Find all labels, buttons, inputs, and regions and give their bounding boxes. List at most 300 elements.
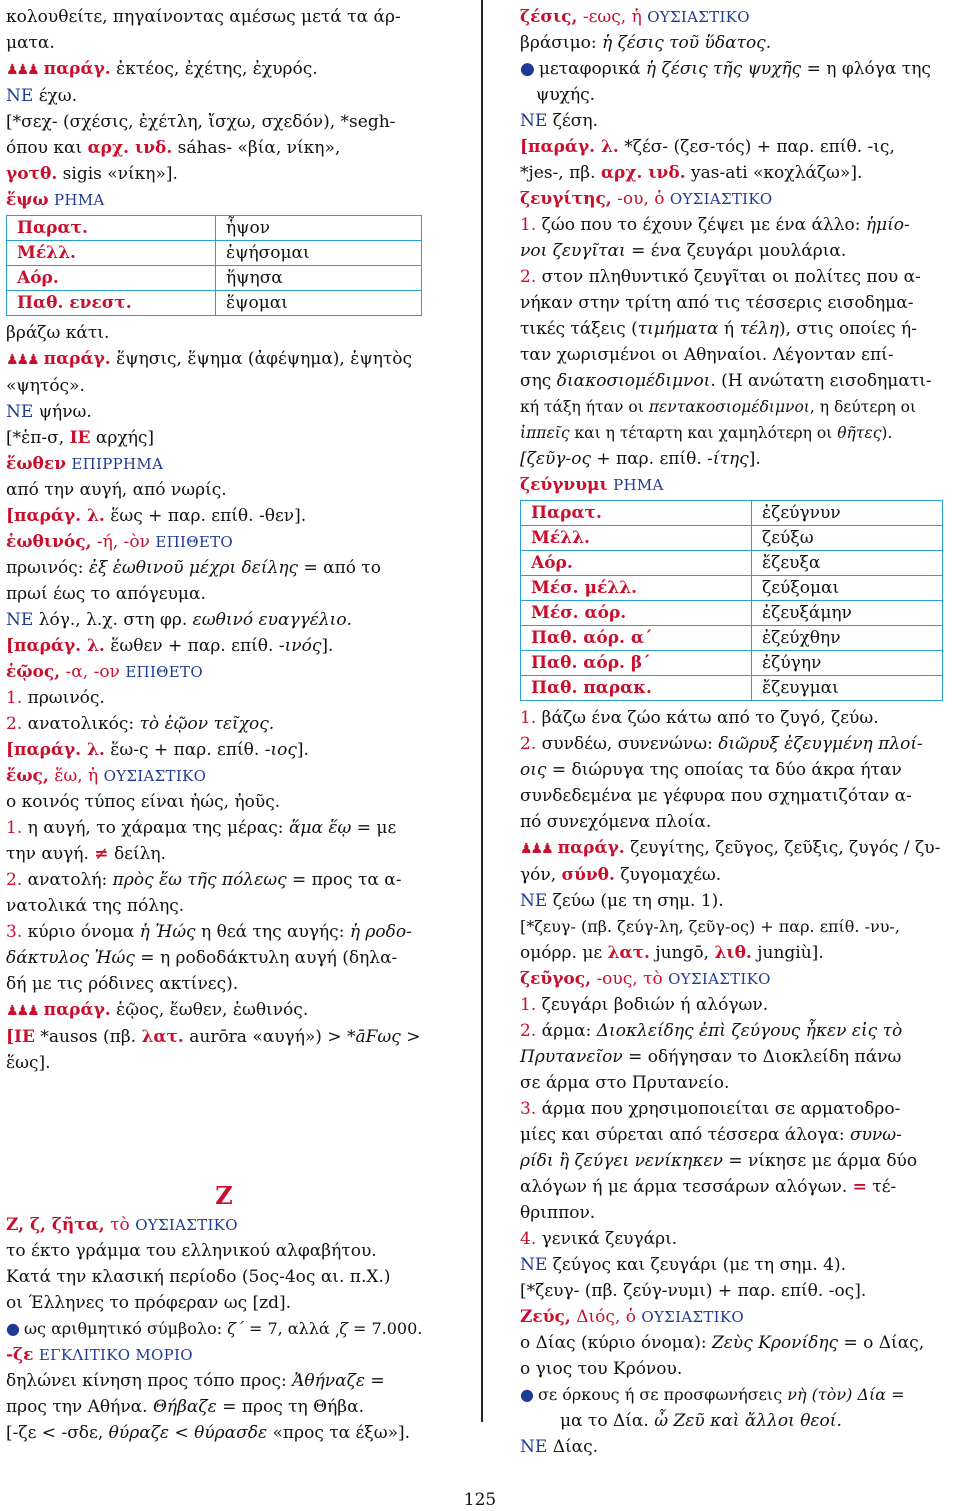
example: ἱππεῖς (520, 424, 570, 442)
example: δάκτυλος Ἠώς (6, 948, 135, 968)
table-cell: Παθ. αόρ. β´ (521, 651, 752, 676)
synonym-sign: = (852, 1177, 867, 1197)
example: ἡ ζέσις τοῦ ὕδατος. (602, 33, 772, 53)
part-of-speech: ΟΥΣΙΑΣΤΙΚΟ (668, 970, 771, 988)
line: ματα. (6, 33, 55, 53)
example: οις (520, 760, 547, 780)
text: τέ- (866, 1177, 897, 1197)
line: θριππον. (520, 1203, 596, 1223)
etymology-line: [*ζευγ- (πβ. ζεύγ-νυμι) + παρ. επίθ. -ος]. (520, 1281, 867, 1301)
text: ψήνω. (38, 402, 92, 422)
etymology-line (520, 446, 958, 472)
line (520, 30, 958, 56)
text: ]. (296, 740, 309, 760)
sense-number: 3. (6, 922, 23, 942)
line: σε άρμα στο Πρυτανείο. (520, 1073, 730, 1093)
headword: ἑωθινός, (6, 532, 92, 552)
text: βράσιμο: (520, 33, 602, 53)
line (520, 394, 958, 420)
sense-number: 2. (520, 734, 537, 754)
example: ἐξ ἑωθινοῦ μέχρι δείλης (88, 558, 299, 578)
sense-line (520, 705, 958, 731)
example: τέλη (739, 319, 779, 339)
text: και η τέταρτη και χαμηλότερη οι (569, 424, 838, 442)
text: αλόγων ή με άρμα τεσσάρων αλόγων. (520, 1177, 853, 1197)
table-cell: Μέσ. μέλλ. (521, 576, 752, 601)
derivation-label: [παράγ. λ. (6, 636, 105, 656)
text: ͵ζ (334, 1319, 348, 1338)
lang-label: λατ. (141, 1027, 184, 1047)
line: οι Έλληνες το πρόφεραν ως [zd]. (6, 1293, 292, 1313)
line (520, 1330, 958, 1356)
text: ζ´ (227, 1319, 244, 1338)
text: = νίκησε με άρμα δύο (722, 1151, 918, 1171)
line (6, 841, 442, 867)
text: ιος (270, 740, 297, 760)
line (6, 945, 442, 971)
derivatives-label: παράγ. (557, 838, 625, 858)
line (520, 1408, 958, 1434)
line (520, 316, 958, 342)
table-row (521, 551, 943, 576)
table-cell: ἕψομαι (216, 291, 422, 316)
table-cell: Παθ. παρακ. (521, 676, 752, 701)
etymology-line (6, 425, 442, 451)
line: δή με τις ρόδινες ακτίνες). (6, 974, 239, 994)
lang-label: [ΙΕ (6, 1027, 35, 1047)
headword: -ζε (6, 1345, 34, 1365)
example: διῶρυξ ἐζευγμένη πλοί- (718, 734, 923, 754)
forms: Διός, ὁ (576, 1307, 636, 1327)
table-row (7, 241, 422, 266)
text: ζευγίτης, ζεῦγος, ζεῦξις, ζυγός / ζυ- (630, 838, 941, 858)
modern-greek-line (520, 1252, 958, 1278)
line: Κατά την κλασική περίοδο (5ος-4ος αι. π.Χ.) (6, 1267, 391, 1287)
text: ), στις οποίες ή- (778, 319, 917, 339)
text: γενικά ζευγάρι. (541, 1229, 678, 1249)
line: «ψητός». (6, 376, 85, 396)
text: yas-ati «κοχλάζω»]. (685, 163, 863, 183)
text: = (886, 1385, 905, 1404)
conjugation-table (520, 500, 943, 701)
line: πρωί έως το απόγευμα. (6, 584, 206, 604)
text: τικές τάξεις ( (520, 319, 638, 339)
example: ἅμα ἕῳ (288, 818, 352, 838)
text: σης (520, 371, 557, 391)
line: βράζω κάτι. (6, 323, 110, 343)
line: ο κοινός τύπος είναι ἠώς, ἠοῦς. (6, 792, 281, 812)
sense-number: 1. (520, 995, 537, 1015)
example: ἡ ζέσις τῆς ψυχῆς (645, 59, 802, 79)
example: νὴ (τὸν) Δία (787, 1385, 887, 1404)
text: ]. (748, 449, 761, 469)
modern-greek-line (6, 83, 442, 109)
text: = προς τα α- (286, 870, 402, 890)
table-cell: ἐζεύγνυν (752, 501, 943, 526)
text: λόγ., λ.χ. στη φρ. (33, 610, 193, 630)
text: πρωινός: (6, 558, 89, 578)
example: πεντακοσιομέδιμνοι (648, 398, 810, 416)
headword: ζεῦγος, (520, 969, 592, 989)
derivatives-line (6, 346, 442, 373)
bullet-line (520, 1382, 958, 1408)
text: = (364, 1371, 385, 1391)
line (520, 1148, 958, 1174)
sense-line (6, 919, 442, 945)
text: ζέση. (552, 111, 598, 131)
modern-greek-line (6, 607, 442, 633)
ne-label: ΝΕ (520, 891, 548, 911)
text: ανατολικός: (27, 714, 140, 734)
part-of-speech: ΡΗΜΑ (613, 476, 664, 494)
example: Πρυτανεῖον (520, 1047, 623, 1067)
part-of-speech: ΟΥΣΙΑΣΤΙΚΟ (641, 1308, 744, 1326)
example: ἡ Ἠώς (139, 922, 196, 942)
derivation-label: [παράγ. λ. (6, 506, 105, 526)
line: ο γιος του Κρόνου. (520, 1359, 683, 1379)
forms: ἕω, ἡ (54, 766, 99, 786)
lang-label: ΙΕ (69, 428, 91, 448)
lang-label: λιθ. (714, 943, 752, 963)
ne-label: ΝΕ (520, 1255, 548, 1275)
example: τὸ ἑῷον τεῖχος. (139, 714, 275, 734)
text: = η ροδοδάκτυλη αυγή (δηλα- (134, 948, 398, 968)
text: δείλη. (108, 844, 167, 864)
derivatives-line (6, 997, 442, 1024)
table-row (521, 501, 943, 526)
text: ἕως + παρ. επίθ. -θεν]. (104, 506, 307, 526)
headword: Z, ζ, ζῆτα, (6, 1215, 105, 1235)
part-of-speech: ΡΗΜΑ (53, 191, 105, 209)
headword: Ζεύς, (520, 1307, 571, 1327)
derivatives-line (520, 835, 958, 862)
sense-line (520, 1096, 958, 1122)
text: = διώρυγα της οποίας τα δύο άκρα ήταν (546, 760, 902, 780)
table-cell: ἧψον (216, 216, 422, 241)
example: ρίδι ἢ ζεύγει νενίκηκεν (520, 1151, 723, 1171)
bullet-icon: ● (6, 1319, 20, 1338)
table-cell: Παρατ. (521, 501, 752, 526)
table-row (7, 216, 422, 241)
line (520, 1122, 958, 1148)
text: *ζέσ- (ζεσ-τός) + παρ. επίθ. -ις, (618, 137, 895, 157)
part-of-speech: ΕΠΙΡΡΗΜΑ (71, 455, 164, 473)
text: αρχής] (90, 428, 155, 448)
text: μα το Δία. (560, 1411, 655, 1431)
text: = προς τη Θήβα. (216, 1397, 364, 1417)
line (6, 555, 442, 581)
family-icon: ♟♟♟ (6, 1003, 38, 1019)
text: κή τάξη ήταν οι (520, 398, 649, 416)
table-cell: ἥψησα (216, 266, 422, 291)
line (520, 940, 958, 966)
text: η θεά της αυγής: (195, 922, 350, 942)
line (6, 135, 442, 161)
sense-line (6, 685, 442, 711)
derivatives-label: παράγ. (43, 349, 111, 369)
text: ίτης (712, 449, 749, 469)
modern-greek-line (520, 108, 958, 134)
text: Δίας. (552, 1437, 599, 1457)
text: συνδέω, συνενώνω: (541, 734, 719, 754)
derivatives-label: παράγ. (43, 59, 111, 79)
sense-line (520, 731, 958, 757)
text: jungō, (649, 943, 715, 963)
sense-line (6, 867, 442, 893)
text: ἐκτέος, ἐχέτης, ἐχυρός. (116, 59, 318, 79)
text: ζεύω (με τη σημ. 1). (552, 891, 724, 911)
example: Θήβαζε (152, 1397, 217, 1417)
table-cell: Μέλλ. (521, 526, 752, 551)
headword: ζέσις, (520, 7, 578, 27)
ne-label: ΝΕ (6, 86, 34, 106)
line (6, 1368, 442, 1394)
text: = από το (298, 558, 382, 578)
sense-number: 1. (520, 708, 537, 728)
sense-line (520, 212, 958, 238)
example: ἡ ροδο- (349, 922, 412, 942)
text: = οδήγησαν το Διοκλείδη πάνω (622, 1047, 902, 1067)
sense-line (520, 992, 958, 1018)
table-cell: ἐζευξάμην (752, 601, 943, 626)
example: ὦ Ζεῦ καὶ ἄλλοι θεοί. (654, 1411, 842, 1431)
text: «προς τα έξω»]. (267, 1423, 411, 1443)
forms: -ου, ὁ (617, 189, 665, 209)
text: την αυγή. (6, 844, 95, 864)
text: = 7.000. (347, 1319, 423, 1338)
text: = ο Δίας, (838, 1333, 925, 1353)
ne-label: ΝΕ (6, 610, 34, 630)
entry-head (520, 4, 958, 30)
text: άρμα: (541, 1021, 597, 1041)
example: Διοκλείδης ἐπὶ ζεύγους ἧκεν εἰς τὸ (596, 1021, 903, 1041)
sense-number: 4. (520, 1229, 537, 1249)
table-cell: Μέλλ. (7, 241, 216, 266)
table-cell: ἐζεύχθην (752, 626, 943, 651)
text: ως αριθμητικό σύμβολο: (23, 1319, 228, 1338)
line: [*σεχ- (σχέσις, ἐχέτλη, ἴσχω, σχεδόν), *segh- (6, 112, 396, 132)
line (520, 757, 958, 783)
table-cell: ζεύξω (752, 526, 943, 551)
line (6, 161, 442, 187)
sense-number: 2. (520, 1021, 537, 1041)
text: = η φλόγα της (801, 59, 931, 79)
text: . (Η ανώτατη εισοδηματι- (710, 371, 932, 391)
text: ἕω-ς + παρ. επίθ. - (104, 740, 271, 760)
part-of-speech: ΟΥΣΙΑΣΤΙΚΟ (647, 8, 750, 26)
derivatives-line (6, 56, 442, 83)
text: = 7, αλλά (243, 1319, 335, 1338)
forms: -α, -ον (65, 662, 120, 682)
text: [*ἑπ-σ, (6, 428, 70, 448)
example: ἡμίο- (865, 215, 910, 235)
table-cell: Μέσ. αόρ. (521, 601, 752, 626)
headword: ἕωθεν (6, 454, 66, 474)
table-cell: ζεύξομαι (752, 576, 943, 601)
right-column (520, 4, 958, 1460)
sense-number: 3. (520, 1099, 537, 1119)
headword: ἑῷος, (6, 662, 61, 682)
sense-line (520, 264, 958, 290)
derivatives-label: παράγ. (43, 1000, 111, 1020)
sense-line (6, 711, 442, 737)
lang-label: γοτθ. (6, 164, 58, 184)
text: πρωινός. (27, 688, 105, 708)
text: γόν, (520, 865, 562, 885)
table-cell: ἔζευγμαι (752, 676, 943, 701)
entry-head (6, 763, 442, 789)
sense-line (520, 1226, 958, 1252)
section-letter: Z (215, 1181, 233, 1210)
example: θύρασδε (194, 1423, 268, 1443)
example: συνω- (849, 1125, 902, 1145)
forms: τὸ (110, 1215, 130, 1235)
conjugation-table (6, 215, 422, 316)
text: ζεύγος και ζευγάρι (με τη σημ. 4). (552, 1255, 846, 1275)
text: ινός (284, 636, 322, 656)
line: νατολικά της πόλης. (6, 896, 185, 916)
entry-head (520, 472, 958, 498)
part-of-speech: ΕΠΙΘΕΤΟ (155, 533, 233, 551)
part-of-speech: ΕΓΚΛΙΤΙΚΟ ΜΟΡΙΟ (38, 1346, 193, 1364)
line: νήκαν στην τρίτη από τις τέσσερις εισοδημα- (520, 293, 914, 313)
text: στον πληθυντικό ζευγῖται οι πολίτες που α- (541, 267, 921, 287)
text: < (169, 1423, 195, 1443)
table-row (7, 266, 422, 291)
etymology-line (6, 1420, 442, 1446)
sense-number: 1. (520, 215, 537, 235)
text: = με (351, 818, 397, 838)
example: θῆτες (837, 424, 882, 442)
line (6, 1394, 442, 1420)
modern-greek-line (520, 888, 958, 914)
line (520, 862, 958, 888)
family-icon: ♟♟♟ (6, 352, 38, 368)
example: Ἀθήναζε (292, 1371, 365, 1391)
text: + παρ. επίθ. - (590, 449, 713, 469)
table-row (521, 676, 943, 701)
table-cell: Αόρ. (7, 266, 216, 291)
table-row (521, 626, 943, 651)
lang-label: αρχ. ινδ. (87, 138, 173, 158)
example: Ζεὺς Κρονίδης (711, 1333, 839, 1353)
sense-line (6, 815, 442, 841)
family-icon: ♟♟♟ (520, 841, 552, 857)
ne-label: ΝΕ (6, 402, 34, 422)
example: τιμήματα (637, 319, 719, 339)
etymology-line (520, 134, 958, 160)
forms: -εως, ἡ (582, 7, 642, 27)
column-divider (481, 0, 483, 1422)
entry-head (520, 1304, 958, 1330)
text: > (400, 1027, 421, 1047)
text: aurōra «αυγή») > * (183, 1027, 356, 1047)
line (520, 238, 958, 264)
derivation-label: [παράγ. λ. (520, 137, 619, 157)
text: σε όρκους ή σε προσφωνήσεις (537, 1385, 788, 1404)
ne-label: ΝΕ (520, 111, 548, 131)
sense-number: 1. (6, 818, 23, 838)
entry-head (6, 1212, 442, 1238)
text: [ζεῦγ-ος (520, 449, 591, 469)
headword: ἕως, (6, 766, 49, 786)
table-cell: Παθ. αόρ. α´ (521, 626, 752, 651)
forms: -ους, τὸ (596, 969, 663, 989)
part-of-speech: ΟΥΣΙΑΣΤΙΚΟ (669, 190, 773, 208)
modern-greek-line (520, 1434, 958, 1460)
line: ταν χωρισμένοι οι Αθηναίοι. Λέγονταν επί- (520, 345, 894, 365)
text: ο Δίας (κύριο όνομα): (520, 1333, 712, 1353)
text: η αυγή, το χάραμα της μέρας: (27, 818, 289, 838)
text: ζώο που το έχουν ζέψει με ένα άλλο: (541, 215, 866, 235)
text: ἑῷος, ἕωθεν, ἑωθινός. (116, 1000, 309, 1020)
headword: ζεύγνυμι (520, 475, 608, 495)
text: *jes-, πβ. (520, 163, 601, 183)
etymology-line (6, 1024, 442, 1050)
page-number: 125 (463, 1490, 497, 1510)
family-icon: ♟♟♟ (6, 62, 38, 78)
text: sáhas- «βία, νίκη», (172, 138, 341, 158)
text: āϜως (355, 1027, 401, 1047)
line: το έκτο γράμμα του ελληνικού αλφαβήτου. (6, 1241, 377, 1261)
example: θύραζε (108, 1423, 170, 1443)
entry-head (6, 659, 442, 685)
table-cell: Αόρ. (521, 551, 752, 576)
line: πό συνεχόμενα πλοία. (520, 812, 712, 832)
example: νοι ζευγῖται (520, 241, 626, 261)
text: ). (881, 424, 893, 442)
entry-head (6, 187, 442, 213)
modern-greek-line (6, 399, 442, 425)
sense-number: 2. (6, 870, 23, 890)
line: ψυχής. (536, 85, 596, 105)
example: πρὸς ἕω τῆς πόλεως (112, 870, 287, 890)
text: ομόρρ. με (520, 943, 608, 963)
sense-line (520, 1018, 958, 1044)
table-row (521, 576, 943, 601)
text: = ένα ζευγάρι μουλάρια. (625, 241, 847, 261)
text: μεταφορικά (538, 59, 646, 79)
table-cell: ἑψήσομαι (216, 241, 422, 266)
entry-head (520, 966, 958, 992)
table-cell: ἐζύγην (752, 651, 943, 676)
derivation-label: [παράγ. λ. (6, 740, 105, 760)
antonym-sign: ≠ (94, 844, 109, 864)
bullet-icon: ● (520, 1385, 534, 1404)
part-of-speech: ΕΠΙΘΕΤΟ (125, 663, 203, 681)
table-cell: Παρατ. (7, 216, 216, 241)
line: συνδεδεμένα με γέφυρα που σχηματιζόταν α- (520, 786, 912, 806)
text: , η δεύτερη οι (809, 398, 917, 416)
forms: -ή, -ὸν (96, 532, 150, 552)
part-of-speech: ΟΥΣΙΑΣΤΙΚΟ (135, 1216, 238, 1234)
text: μίες και σύρεται από τέσσερα άλογα: (520, 1125, 850, 1145)
bullet-line (6, 1316, 442, 1342)
line (520, 1044, 958, 1070)
entry-head (6, 529, 442, 555)
lang-label: αρχ. ινδ. (600, 163, 686, 183)
etymology-line: [*ζευγ- (πβ. ζεύγ-λη, ζεῦγ-ος) + παρ. επίθ. -νυ-, (520, 917, 900, 936)
example: εωθινό ευαγγέλιο. (192, 610, 352, 630)
text: jungiù]. (751, 943, 824, 963)
table-cell: ἔζευξα (752, 551, 943, 576)
text: [-ζε < -σδε, (6, 1423, 109, 1443)
text: προς την Αθήνα. (6, 1397, 153, 1417)
etymology-line (6, 737, 442, 763)
left-column (6, 4, 442, 1446)
sense-number: 1. (6, 688, 23, 708)
text: ζυγομαχέω. (614, 865, 722, 885)
